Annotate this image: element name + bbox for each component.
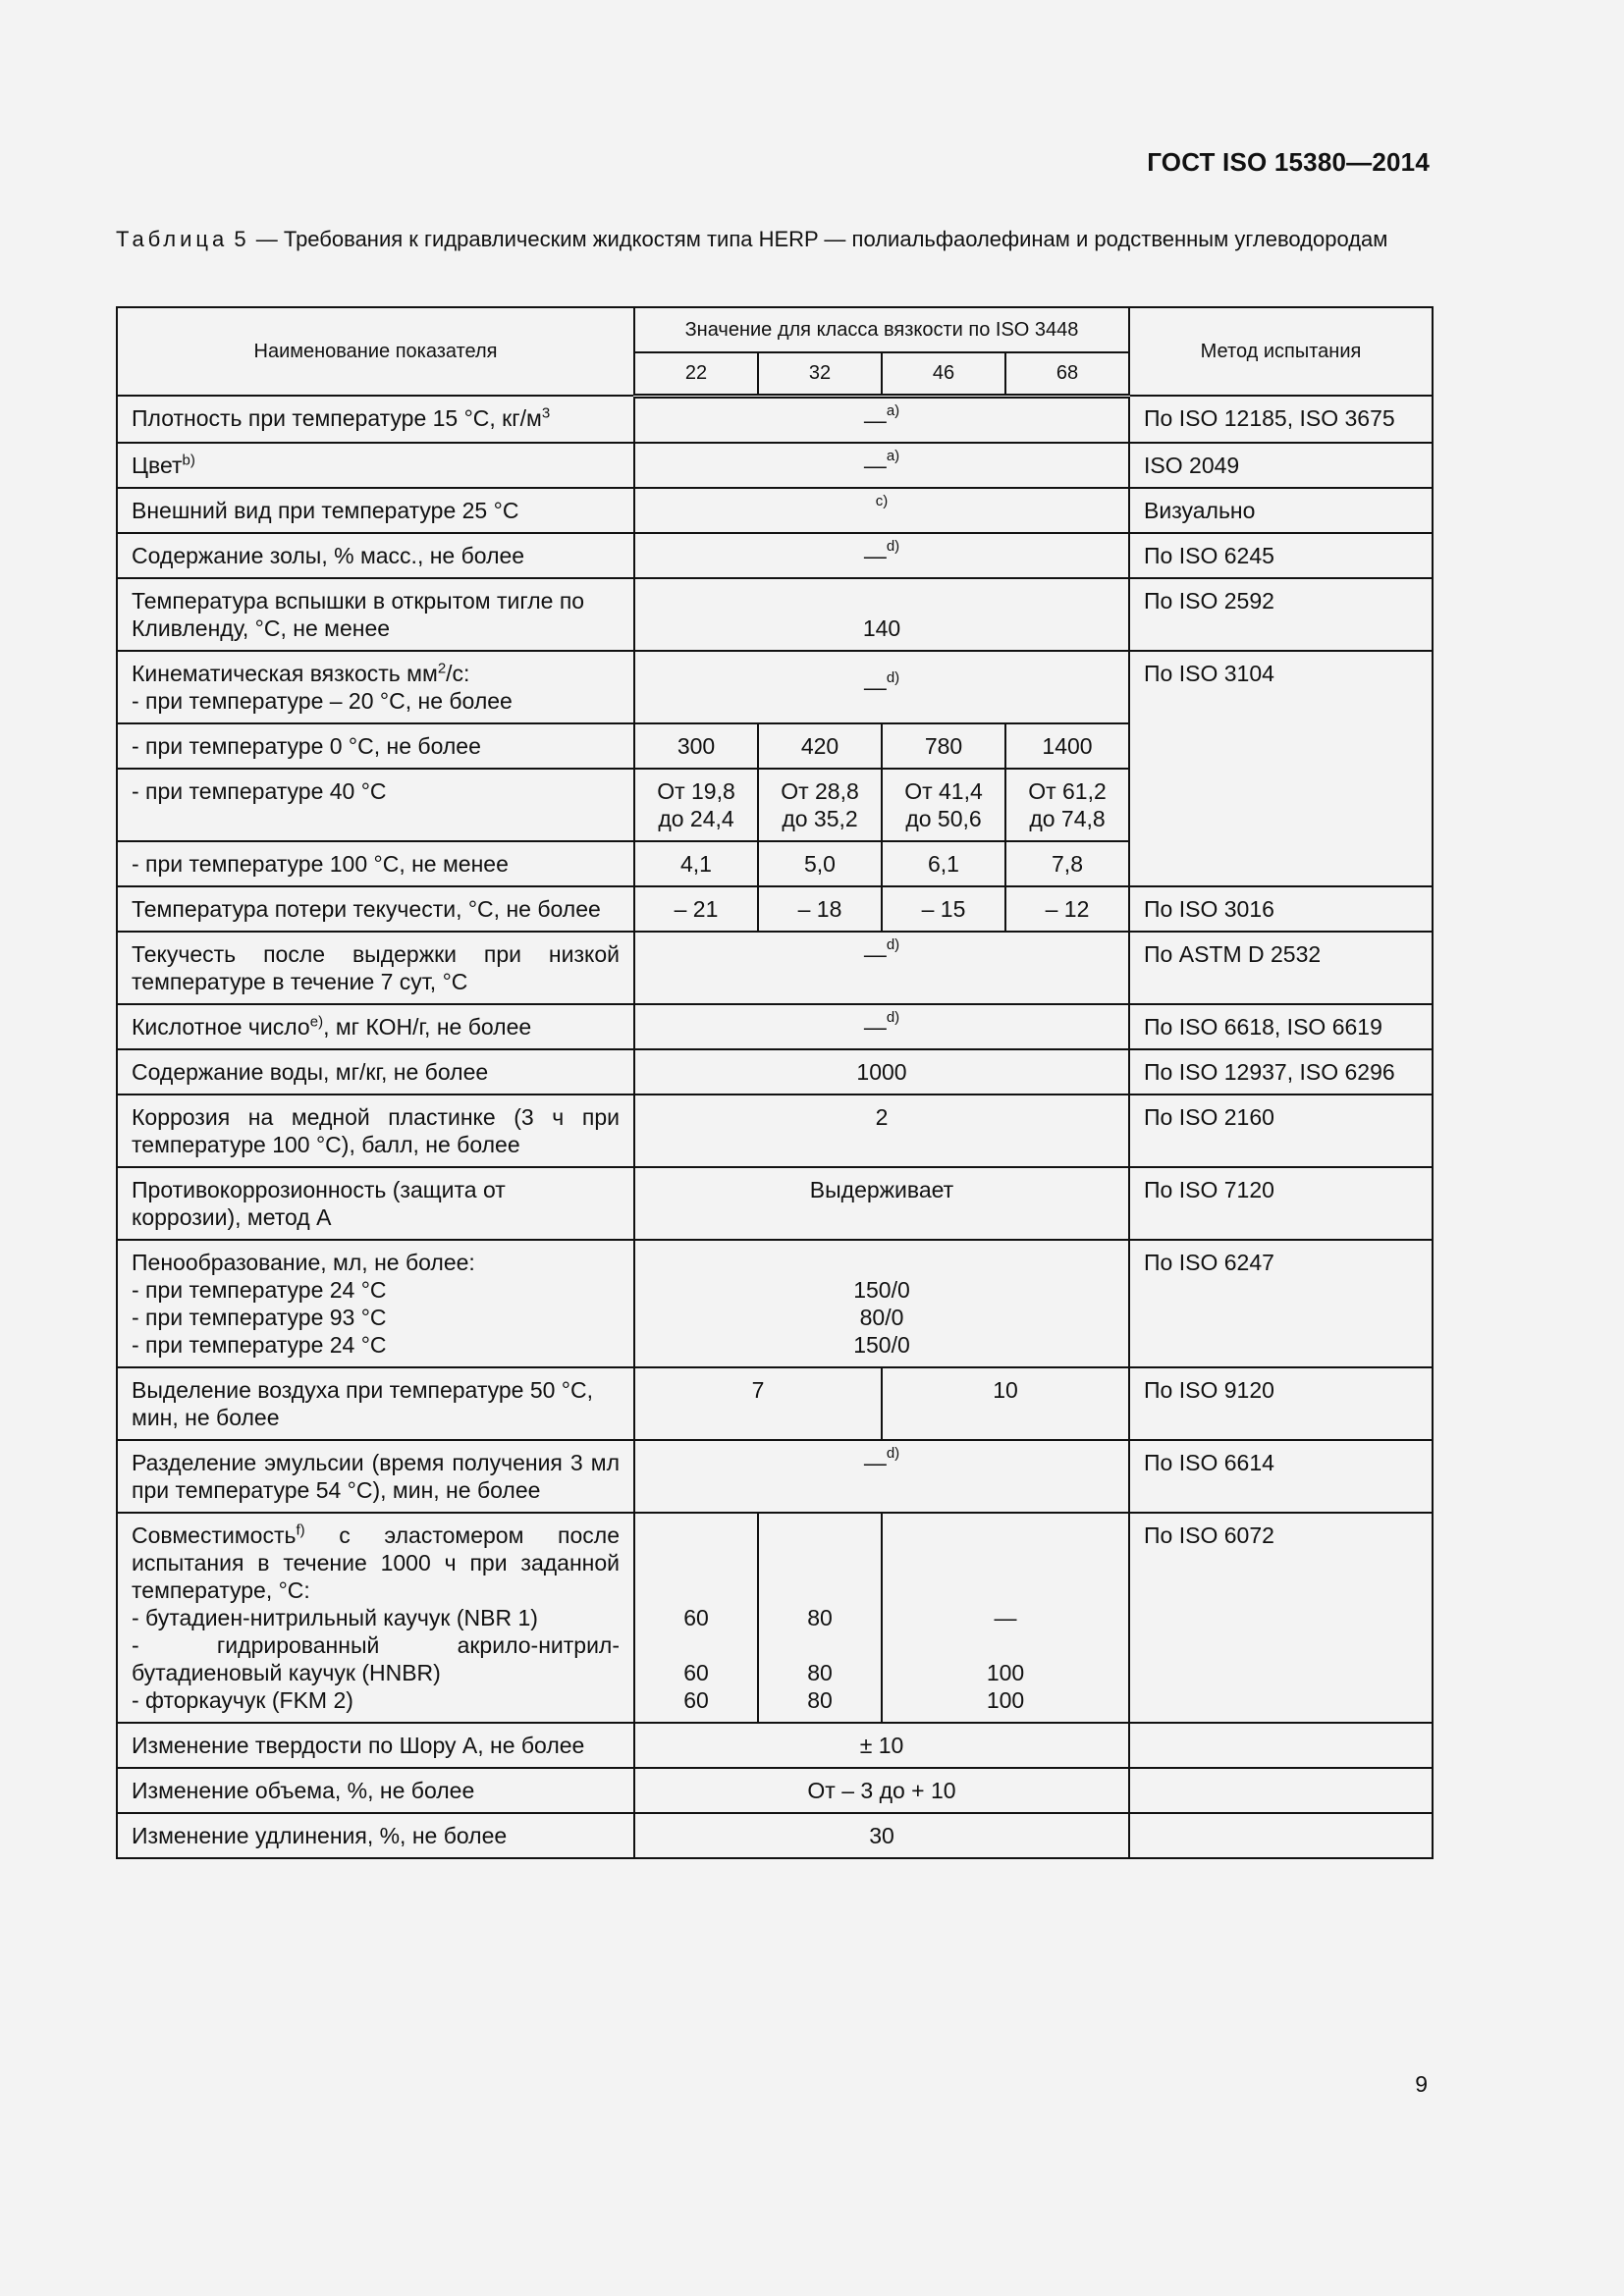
row-value: 140 xyxy=(634,578,1129,651)
row-name: Температура потери текучести, °С, не более xyxy=(117,886,634,932)
caption-number: 5 xyxy=(234,227,250,251)
table-row xyxy=(117,1095,1433,1167)
row-value-22: 60 60 60 xyxy=(634,1513,758,1723)
page-number: 9 xyxy=(1415,2071,1428,2097)
row-name: Изменение объема, %, не более xyxy=(117,1768,634,1813)
row-method xyxy=(1129,1768,1433,1813)
row-name: Разделение эмульсии (время получения 3 мл при температуре 54 °С), мин, не более xyxy=(117,1440,634,1513)
header-value-group: Значение для класса вязкости по ISO 3448 xyxy=(634,307,1129,352)
row-value: —$^{d)}$ xyxy=(634,1440,1129,1513)
row-method: По ISO 6247 xyxy=(1129,1240,1433,1367)
row-method: По ISO 7120 xyxy=(1129,1167,1433,1240)
header-class-46: 46 xyxy=(882,352,1005,396)
row-value-68: От 61,2 до 74,8 xyxy=(1005,769,1129,841)
row-value-46-68: — 100 100 xyxy=(882,1513,1129,1723)
row-value: ± 10 xyxy=(634,1723,1129,1768)
table-row xyxy=(117,1768,1433,1813)
table-row xyxy=(117,488,1433,533)
row-name: - при температуре 100 °С, не менее xyxy=(117,841,634,886)
header-class-32: 32 xyxy=(758,352,882,396)
row-value: 2 xyxy=(634,1095,1129,1167)
row-value-32: От 28,8 до 35,2 xyxy=(758,769,882,841)
row-value: 30 xyxy=(634,1813,1129,1858)
row-method: ISO 2049 xyxy=(1129,443,1433,488)
row-value-46: 6,1 xyxy=(882,841,1005,886)
row-method xyxy=(1129,1813,1433,1858)
row-value-68: 1400 xyxy=(1005,723,1129,769)
row-value: —$^{d)}$ xyxy=(634,1004,1129,1049)
row-value: —$^{d)}$ xyxy=(634,533,1129,578)
row-name: Противокоррозионность (защита от коррозии), метод А xyxy=(117,1167,634,1240)
table-row xyxy=(117,533,1433,578)
requirements-table xyxy=(116,306,1434,1859)
row-name: Кислотное число$^{e)}$, мг КОН/г, не более xyxy=(117,1004,634,1049)
row-name: Изменение удлинения, %, не более xyxy=(117,1813,634,1858)
table-header-row xyxy=(117,307,1433,352)
table-row xyxy=(117,1813,1433,1858)
row-method: По ISO 6614 xyxy=(1129,1440,1433,1513)
header-name: Наименование показателя xyxy=(117,307,634,396)
row-method: По ISO 2160 xyxy=(1129,1095,1433,1167)
row-name: Текучесть после выдержки при низкой температуре в течение 7 сут, °С xyxy=(117,932,634,1004)
header-class-68: 68 xyxy=(1005,352,1129,396)
row-method: По ISO 2592 xyxy=(1129,578,1433,651)
table-row xyxy=(117,1723,1433,1768)
row-value-22: – 21 xyxy=(634,886,758,932)
row-method xyxy=(1129,1723,1433,1768)
row-value-32: 420 xyxy=(758,723,882,769)
row-value-22-32: 7 xyxy=(634,1367,882,1440)
row-name: - при температуре 40 °С xyxy=(117,769,634,841)
header-class-22: 22 xyxy=(634,352,758,396)
row-value: От – 3 до + 10 xyxy=(634,1768,1129,1813)
row-value-46: 780 xyxy=(882,723,1005,769)
row-method: По ISO 6618, ISO 6619 xyxy=(1129,1004,1433,1049)
header-method: Метод испытания xyxy=(1129,307,1433,396)
row-name: Плотность при температуре 15 °С, $кг/м^3$ xyxy=(117,396,634,443)
table-row xyxy=(117,886,1433,932)
row-value: Выдерживает xyxy=(634,1167,1129,1240)
caption-text: — Требования к гидравлическим жидкостям типа HERP — полиальфаолефинам и родственным углеводородам xyxy=(249,227,1388,251)
table-row xyxy=(117,1049,1433,1095)
row-value: 1000 xyxy=(634,1049,1129,1095)
row-method: По ASTM D 2532 xyxy=(1129,932,1433,1004)
row-method: По ISO 6072 xyxy=(1129,1513,1433,1723)
row-value: 150/0 80/0 150/0 xyxy=(634,1240,1129,1367)
row-name: - при температуре 0 °С, не более xyxy=(117,723,634,769)
row-method: По ISO 3104 xyxy=(1129,651,1433,886)
table-row xyxy=(117,578,1433,651)
table-row xyxy=(117,1513,1433,1723)
table-row xyxy=(117,932,1433,1004)
row-name: Пенообразование, мл, не более: - при температуре 24 °С - при температуре 93 °С - при температуре 24 °С xyxy=(117,1240,634,1367)
row-value: —$^{d)}$ xyxy=(634,651,1129,723)
row-name: Коррозия на медной пластинке (3 ч при температуре 100 °С), балл, не более xyxy=(117,1095,634,1167)
table-row xyxy=(117,1004,1433,1049)
table-row xyxy=(117,396,1433,443)
row-value-68: – 12 xyxy=(1005,886,1129,932)
row-value-22: 300 xyxy=(634,723,758,769)
row-method: По ISO 12185, ISO 3675 xyxy=(1129,396,1433,443)
row-name: Совместимость$^{f)}$ с эластомером после испытания в течение 1000 ч при заданной температуре, °С: - бутадиен-нитрильный каучук (NBR 1) - гидрированный акрило-нитрил-бутадиеновый каучук (HNBR) - фторкаучук (FKM 2) xyxy=(117,1513,634,1723)
caption-label: Таблица xyxy=(116,227,229,251)
row-value-46: От 41,4 до 50,6 xyxy=(882,769,1005,841)
table-row xyxy=(117,1240,1433,1367)
row-value: c) xyxy=(634,488,1129,533)
row-name: Внешний вид при температуре 25 °С xyxy=(117,488,634,533)
table-row xyxy=(117,1367,1433,1440)
row-method: По ISO 9120 xyxy=(1129,1367,1433,1440)
row-name: Выделение воздуха при температуре 50 °С, мин, не более xyxy=(117,1367,634,1440)
row-name: Кинематическая вязкость $мм^2/с$: - при температуре – 20 °С, не более xyxy=(117,651,634,723)
table-caption xyxy=(116,226,1432,252)
row-value-22: 4,1 xyxy=(634,841,758,886)
row-name: Температура вспышки в открытом тигле по Кливленду, °С, не менее xyxy=(117,578,634,651)
table-row xyxy=(117,1440,1433,1513)
row-value: —$^{a)}$ xyxy=(634,443,1129,488)
row-name: Изменение твердости по Шору А, не более xyxy=(117,1723,634,1768)
row-name: Цвет$^{b)}$ xyxy=(117,443,634,488)
row-value-32: 5,0 xyxy=(758,841,882,886)
table-row xyxy=(117,1167,1433,1240)
table-row xyxy=(117,443,1433,488)
document-id: ГОСТ ISO 15380—2014 xyxy=(1147,147,1430,177)
row-method: По ISO 12937, ISO 6296 xyxy=(1129,1049,1433,1095)
row-method: По ISO 6245 xyxy=(1129,533,1433,578)
row-value-22: От 19,8 до 24,4 xyxy=(634,769,758,841)
table-row xyxy=(117,651,1433,723)
row-value-68: 7,8 xyxy=(1005,841,1129,886)
row-value-46-68: 10 xyxy=(882,1367,1129,1440)
row-value-32: 80 80 80 xyxy=(758,1513,882,1723)
row-value: —$^{d)}$ xyxy=(634,932,1129,1004)
row-name: Содержание золы, % масс., не более xyxy=(117,533,634,578)
row-value-32: – 18 xyxy=(758,886,882,932)
row-method: По ISO 3016 xyxy=(1129,886,1433,932)
row-method: Визуально xyxy=(1129,488,1433,533)
row-value: —$^{a)}$ xyxy=(634,396,1129,443)
row-name: Содержание воды, мг/кг, не более xyxy=(117,1049,634,1095)
row-value-46: – 15 xyxy=(882,886,1005,932)
